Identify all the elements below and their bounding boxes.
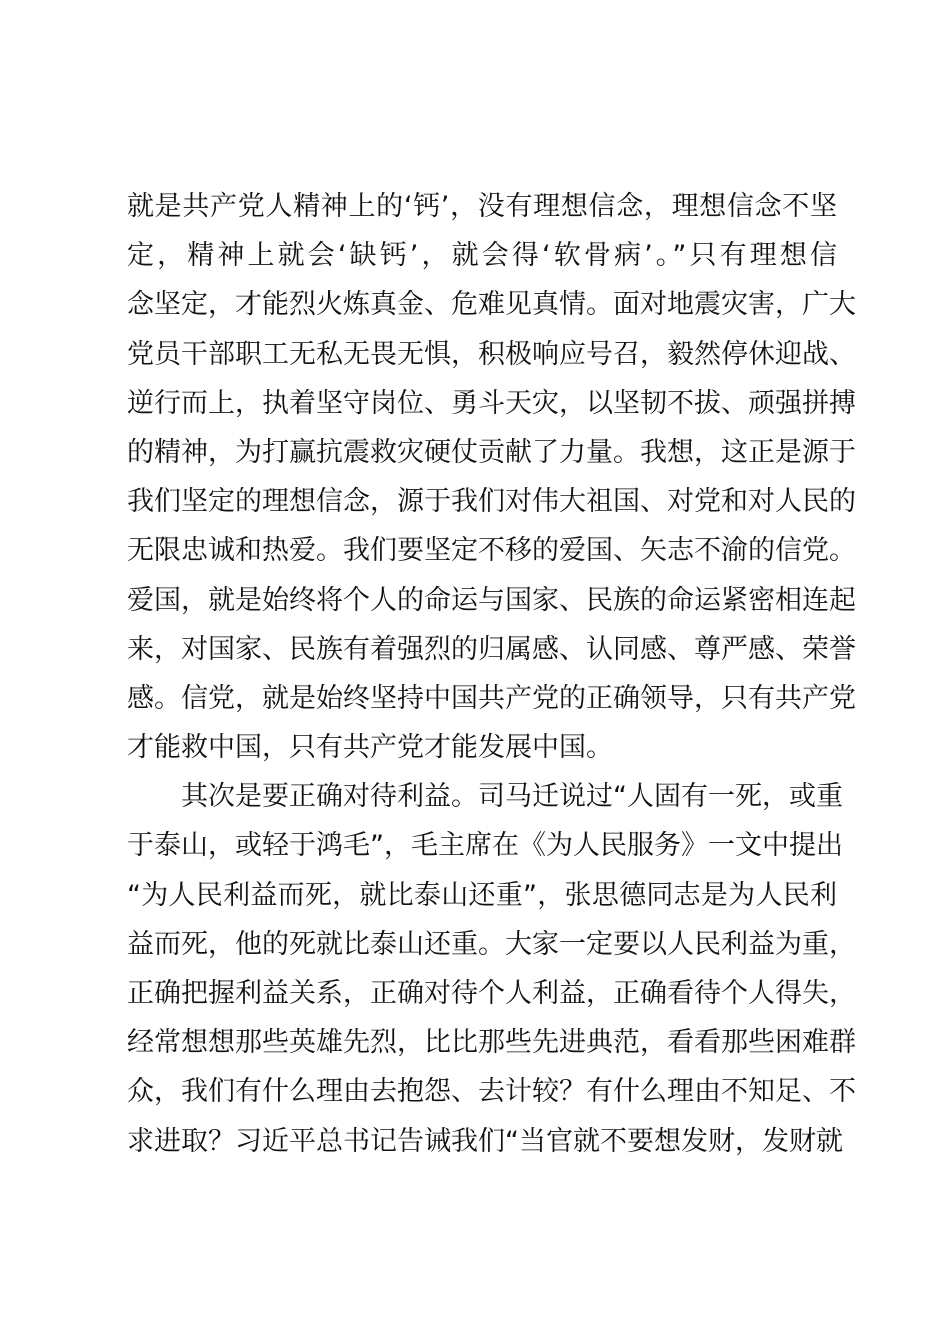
text-line: 众，我们有什么理由去抱怨、去计较？有什么理由不知足、不	[127, 1076, 856, 1108]
text-line: 定，精神上就会‘缺钙’，就会得‘软骨病’。”只有理想信	[127, 240, 837, 272]
text-line: 党员干部职工无私无畏无惧，积极响应号召，毅然停休迎战、	[127, 338, 856, 370]
text-line: 的精神，为打赢抗震救灾硬仗贡献了力量。我想，这正是源于	[127, 436, 856, 468]
text-line: “为人民利益而死，就比泰山还重”，张思德同志是为人民利	[127, 879, 837, 911]
text-line: 来，对国家、民族有着强烈的归属感、认同感、尊严感、荣誉	[127, 633, 856, 665]
text-line: 于泰山，或轻于鸿毛”，毛主席在《为人民服务》一文中提出	[127, 830, 843, 862]
text-line: 就是共产党人精神上的‘钙’，没有理想信念，理想信念不坚	[127, 191, 837, 222]
text-line: 爱国，就是始终将个人的命运与国家、民族的命运紧密相连起	[127, 584, 856, 616]
text-line: 正确把握利益关系，正确对待个人利益，正确看待个人得失，	[127, 978, 856, 1009]
text-line: 求进取？习近平总书记告诫我们“当官就不要想发财，发财就	[127, 1125, 843, 1157]
text-line: 我们坚定的理想信念，源于我们对伟大祖国、对党和对人民的	[127, 486, 856, 518]
text-line: 益而死，他的死就比泰山还重。大家一定要以人民利益为重，	[127, 928, 856, 960]
text-line: 逆行而上，执着坚守岗位、勇斗天灾，以坚韧不拔、顽强拼搏	[127, 387, 856, 419]
text-line: 其次是要正确对待利益。司马迁说过“人固有一死，或重	[181, 781, 843, 813]
body-text	[127, 182, 856, 1166]
text-line: 感。信党，就是始终坚持中国共产党的正确领导，只有共产党	[127, 682, 856, 714]
text-line: 才能救中国，只有共产党才能发展中国。	[127, 732, 613, 764]
text-line: 无限忠诚和热爱。我们要坚定不移的爱国、矢志不渝的信党。	[127, 535, 856, 567]
text-line: 经常想想那些英雄先烈，比比那些先进典范，看看那些困难群	[127, 1027, 856, 1059]
text-line: 念坚定，才能烈火炼真金、危难见真情。面对地震灾害，广大	[127, 289, 856, 321]
